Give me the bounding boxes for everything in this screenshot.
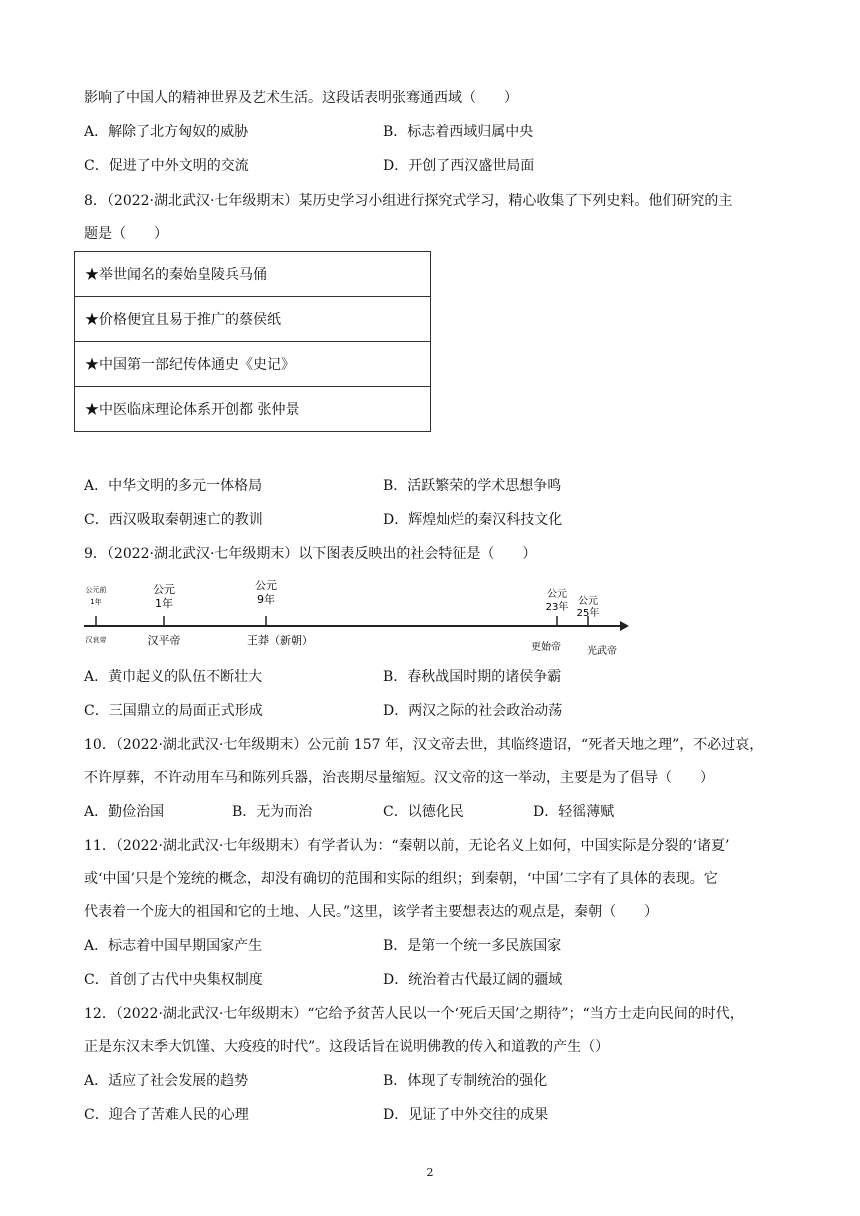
ruler-label-gengshi: 更始帝 — [531, 642, 561, 653]
q8-stem-line1: 8．（2022·湖北武汉·七年级期末）某历史学习小组进行探究式学习，精心收集了下列史料。他们研究的主 — [84, 193, 733, 209]
page-number: 2 — [426, 1166, 434, 1179]
tick-label-ad23-1: 公元 — [547, 589, 567, 600]
q11-option-b[interactable]: B．是第一个统一多民族国家 — [383, 938, 562, 954]
timeline-arrow — [620, 621, 629, 631]
q7-stem-tail: 影响了中国人的精神世界及艺术生活。这段话表明张骞通西域（ ） — [84, 90, 518, 106]
q9-timeline-figure — [84, 576, 644, 656]
q8-stem-line2: 题是（ ） — [84, 226, 168, 242]
q11-stem-line1: 11．（2022·湖北武汉·七年级期末）有学者认为：“秦朝以前，无论名义上如何，中国实际是分裂的‘诸夏’ — [84, 838, 730, 854]
tick-label-ad23-2: 23年 — [545, 602, 569, 613]
source-row: ★中国第一部纪传体通史《史记》 — [75, 342, 431, 387]
q9-option-d[interactable]: D．两汉之际的社会政治动荡 — [383, 703, 563, 719]
q10-option-c[interactable]: C．以德化民 — [383, 804, 464, 820]
ruler-label-wangmang: 王莽（新朝） — [247, 634, 313, 647]
q8-option-a[interactable]: A．中华文明的多元一体格局 — [84, 478, 263, 494]
tick-label-ad1-1: 公元 — [153, 583, 175, 596]
q12-stem-line1: 12．（2022·湖北武汉·七年级期末）“它给予贫苦人民以一个‘死后天国’之期待”；“当方士走向民间的时代， — [84, 1006, 744, 1022]
q10-option-b[interactable]: B．无为而治 — [232, 804, 313, 820]
q11-option-a[interactable]: A．标志着中国早期国家产生 — [84, 938, 263, 954]
q8-option-d[interactable]: D．辉煌灿烂的秦汉科技文化 — [383, 512, 563, 528]
ruler-label-aidi: 汉哀帝 — [85, 636, 107, 644]
q10-stem-line2: 不许厚葬，不许动用车马和陈列兵器，治丧期尽量缩短。汉文帝的这一举动，主要是为了倡导（ ） — [84, 770, 714, 786]
tick-label-ad25-1: 公元 — [578, 596, 598, 607]
q12-option-a[interactable]: A．适应了社会发展的趋势 — [84, 1073, 249, 1089]
q9-option-c[interactable]: C．三国鼎立的局面正式形成 — [84, 703, 263, 719]
q8-option-b[interactable]: B．活跃繁荣的学术思想争鸣 — [383, 478, 562, 494]
q8-option-c[interactable]: C．西汉吸取秦朝速亡的教训 — [84, 512, 263, 528]
q10-stem-line1: 10．（2022·湖北武汉·七年级期末）公元前 157 年，汉文帝去世，其临终遗诏，“死者天地之理”，不必过哀， — [84, 737, 764, 753]
q8-source-table — [74, 251, 431, 432]
tick-label-bc-2: 1年 — [90, 598, 102, 606]
q12-stem-line2: 正是东汉末季大饥馑、大疫疫的时代”。这段话旨在说明佛教的传入和道教的产生（） — [84, 1039, 610, 1055]
tick-label-ad9-2: 9年 — [257, 593, 275, 606]
q9-option-a[interactable]: A．黄巾起义的队伍不断壮大 — [84, 669, 263, 685]
source-row: ★价格便宜且易于推广的蔡侯纸 — [75, 297, 431, 342]
q7-option-c[interactable]: C．促进了中外文明的交流 — [84, 158, 249, 174]
q12-option-c[interactable]: C．迎合了苦难人民的心理 — [84, 1107, 249, 1123]
q10-option-d[interactable]: D．轻徭薄赋 — [533, 804, 615, 820]
q7-option-a[interactable]: A．解除了北方匈奴的威胁 — [84, 124, 249, 140]
tick-label-ad1-2: 1年 — [155, 597, 173, 610]
q12-option-b[interactable]: B．体现了专制统治的强化 — [383, 1073, 548, 1089]
ruler-label-guangwu: 光武帝 — [587, 646, 617, 656]
q10-option-a[interactable]: A．勤俭治国 — [84, 804, 165, 820]
q12-option-d[interactable]: D．见证了中外交往的成果 — [383, 1107, 549, 1123]
q9-option-b[interactable]: B．春秋战国时期的诸侯争霸 — [383, 669, 562, 685]
q7-option-b[interactable]: B．标志着西域归属中央 — [383, 124, 534, 140]
tick-label-bc-1: 公元前 — [85, 586, 107, 594]
ruler-label-pingdi: 汉平帝 — [147, 634, 181, 647]
q7-option-d[interactable]: D．开创了西汉盛世局面 — [383, 158, 535, 174]
tick-label-ad9-1: 公元 — [255, 579, 277, 592]
q11-stem-line3: 代表着一个庞大的祖国和它的土地、人民。”这里，该学者主要想表达的观点是，秦朝（ ） — [84, 904, 659, 920]
q11-stem-line2: 或‘中国’只是个笼统的概念，却没有确切的范围和实际的组织；到秦朝，‘中国’二字有了具体的表现。它 — [84, 871, 718, 887]
source-row: ★举世闻名的秦始皇陵兵马俑 — [75, 252, 431, 297]
q9-stem: 9．（2022·湖北武汉·七年级期末）以下图表反映出的社会特征是（ ） — [84, 546, 537, 562]
tick-label-ad25-2: 25年 — [576, 608, 600, 619]
q11-option-c[interactable]: C．首创了古代中央集权制度 — [84, 972, 263, 988]
source-row: ★中医临床理论体系开创都 张仲景 — [75, 387, 431, 432]
q11-option-d[interactable]: D．统治着古代最辽阔的疆域 — [383, 972, 563, 988]
